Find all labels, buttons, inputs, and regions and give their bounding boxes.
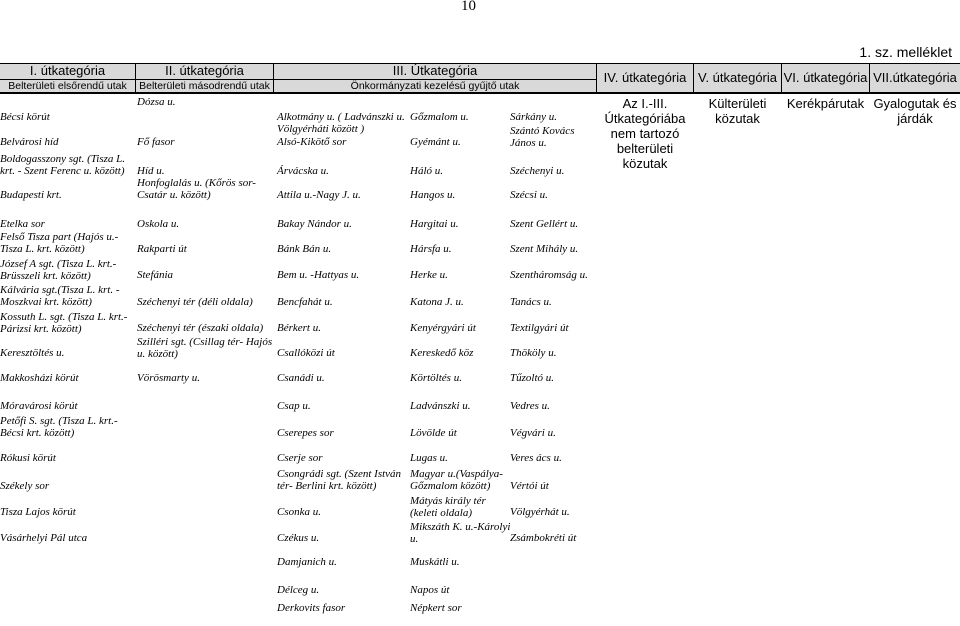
street-name: Fő fasor [137,136,175,148]
street-name-cell [410,372,462,384]
street-name-cell [410,427,457,439]
street-name: Sárkány u. [510,111,558,123]
header-divider [781,64,782,92]
header-cat6: VI. útkategória [782,64,869,92]
street-name-cell [277,584,319,596]
street-name-cell [0,372,79,384]
street-name-cell [137,243,187,255]
street-name-cell [277,400,311,412]
street-name-cell [277,269,359,281]
street-name: Vértói út [510,480,549,492]
description-line: belterületi [616,141,674,156]
street-name-cell [277,452,323,464]
street-name: Bécsi krt. között) [0,427,75,439]
street-name: Bánk Bán u. [277,243,332,255]
description-line: Az I.-III. [622,96,668,111]
header-divider [869,64,870,92]
street-name-cell [410,602,462,614]
street-name-cell [137,269,173,281]
street-name-cell [410,347,473,359]
street-name-cell [0,136,59,148]
street-name-cell [277,506,321,518]
description-line: Gyalogutak és [873,96,957,111]
street-name-cell [0,347,64,359]
street-name-cell [0,506,76,518]
street-name-cell [137,177,256,201]
street-name: Kálvária sgt.(Tisza L. krt. - [0,284,120,296]
street-name: Szentháromság u. [510,269,588,281]
street-name-cell [510,296,552,308]
street-name-cell [410,189,455,201]
street-name-cell [0,415,118,439]
street-name: Párizsi krt. között) [0,323,82,335]
street-name: Dózsa u. [137,96,176,108]
street-name-cell [277,427,334,439]
street-name-cell [510,427,556,439]
street-name: Szent Gellért u. [510,218,579,230]
street-name: Csallóközi út [277,347,335,359]
street-name: Bérkert u. [277,322,321,334]
street-name-cell [137,218,179,230]
street-name: Tisza Lajos körút [0,506,76,518]
street-name-cell [277,532,319,544]
street-name-cell [510,189,548,201]
street-name: Széchenyi u. [510,165,565,177]
street-name: Kenyérgyári út [410,322,476,334]
street-name-cell [0,532,87,544]
street-name-cell [137,96,176,108]
header-divider [135,64,136,92]
street-name-cell [0,153,125,177]
street-name: Cserepes sor [277,427,334,439]
street-name: krt. - Szent Ferenc u. között) [0,165,125,177]
street-name: Herke u. [410,269,448,281]
street-name-cell [0,480,49,492]
street-name: Hársfa u. [410,243,452,255]
street-name-cell [510,111,557,123]
street-name-cell [410,495,486,519]
street-name-cell [277,165,329,177]
street-name-cell [410,556,460,568]
description-line: Külterületi [708,96,767,111]
street-name-cell [137,372,200,384]
header-sub2: Belterületi másodrendű utak [136,80,273,93]
street-name: Czékus u. [277,532,320,544]
annex-label: 1. sz. melléklet [859,44,952,60]
cat5-description [694,96,781,126]
street-name: Székely sor [0,480,50,492]
street-name-cell [410,111,469,123]
street-name-cell [277,296,333,308]
street-name: Vásárhelyi Pál utca [0,532,88,544]
street-name: Boldogasszony sgt. (Tisza L. [0,153,125,165]
street-name: Rókusi körút [0,452,56,464]
street-name-cell [410,296,464,308]
street-name-cell [0,111,50,123]
street-name-cell [510,165,564,177]
header-divider [596,64,597,92]
street-name-cell [277,136,346,148]
street-name: Budapesti krt. [0,189,62,201]
street-name-cell [137,322,263,334]
street-name: Völgyérhát u. [510,506,570,518]
street-name: Csatár u. között) [137,189,211,201]
header-mid-rule [0,79,596,80]
street-name-cell [410,165,443,177]
street-name: Móravárosi körút [0,400,78,412]
street-name: Alsó-Kikötő sor [277,136,347,148]
street-name: Szécsi u. [510,189,548,201]
street-name: Makkosházi körút [0,372,79,384]
cat6-description [782,96,869,111]
street-name: Végvári u. [510,427,556,439]
street-name-cell [510,243,578,255]
street-name: Oskola u. [137,218,180,230]
street-name: Etelka sor [0,218,45,230]
cat4-description [597,96,693,171]
header-cat3: III. Útkategória [274,64,596,79]
street-name-cell [510,269,588,281]
street-name-cell [137,296,253,308]
street-name: Háló u. [410,165,443,177]
street-name: Zsámbokréti út [510,532,577,544]
street-name: u. között) [137,348,178,360]
street-name-cell [410,452,448,464]
street-name: Lugas u. [410,452,448,464]
street-name: Veres ács u. [510,452,562,464]
street-name: Keresztöltés u. [0,347,65,359]
street-name: Gőzmalom között) [410,480,491,492]
street-name-cell [510,532,576,544]
street-name: Mikszáth K. u.-Károlyi [410,521,511,533]
street-name: Felső Tisza part (Hajós u.- [0,231,119,243]
street-name-cell [510,480,549,492]
street-name: Bakay Nándor u. [277,218,352,230]
street-name: Napos út [410,584,450,596]
street-name-cell [277,347,335,359]
street-name-cell [277,322,321,334]
street-name-cell [510,372,554,384]
street-name-cell [0,189,62,201]
street-name: u. [410,533,419,545]
street-name: Széchenyi tér (déli oldala) [137,296,253,308]
street-name: Magyar u.(Vaspálya- [410,468,503,480]
street-name: Csanádi u. [277,372,325,384]
description-line: járdák [897,111,933,126]
street-name: Hargitai u. [410,218,459,230]
street-name: Bencfahát u. [277,296,333,308]
street-name: Szántó Kovács [510,125,575,137]
description-line: nem tartozó [610,126,680,141]
street-name: Petőfi S. sgt. (Tisza L. krt.- [0,415,118,427]
header-cat1: I. útkategória [0,64,135,79]
street-name-cell [0,218,45,230]
street-name: Híd u. [137,165,165,177]
street-name: Stefánia [137,269,174,281]
page-number: 10 [461,0,476,14]
street-name-cell [510,347,556,359]
street-name-cell [277,218,352,230]
street-name: Vedres u. [510,400,550,412]
street-name-cell [137,336,272,360]
street-name: Rakparti út [137,243,187,255]
street-name-cell [0,284,120,308]
street-name: Szilléri sgt. (Csillag tér- Hajós [137,336,273,348]
street-name: Katona J. u. [410,296,464,308]
header-top-rule [0,63,960,64]
street-name: tér- Berlini krt. között) [277,480,377,492]
street-name-cell [0,258,116,282]
street-name: Honfoglalás u. (Kőrös sor- [137,177,256,189]
street-name: Attila u.-Nagy J. u. [277,189,361,201]
street-name-cell [410,136,461,148]
street-name-cell [0,231,118,255]
street-name-cell [277,111,405,135]
street-name: Cserje sor [277,452,323,464]
street-name: József A sgt. (Tisza L. krt.- [0,258,117,270]
header-cat5: V. útkategória [694,64,781,92]
street-name-cell [410,521,510,545]
description-line: Kerékpárutak [786,96,865,111]
street-name: Tisza L. krt. között) [0,243,85,255]
street-name-cell [277,602,345,614]
street-name: Népkert sor [410,602,462,614]
street-name: Damjanich u. [277,556,337,568]
street-name-cell [0,452,56,464]
street-name: Tűzoltó u. [510,372,555,384]
street-name-cell [0,400,78,412]
description-line: Útkategóriába [604,111,686,126]
street-name: Völgyérháti között ) [277,123,365,135]
street-name: Belvárosi híd [0,136,59,148]
street-name: Csonka u. [277,506,321,518]
street-name-cell [410,400,471,412]
header-cat7: VII.útkategória [870,64,960,92]
header-sub3: Önkormányzati kezelésű gyűjtő utak [274,80,596,93]
street-name: Derkovits fasor [277,602,346,614]
street-name-cell [137,136,175,148]
street-name-cell [277,468,401,492]
street-name: Bécsi körút [0,111,50,123]
street-name-cell [0,311,127,335]
street-name-cell [277,243,331,255]
street-name: Vörösmarty u. [137,372,200,384]
street-name: Thököly u. [510,347,557,359]
street-name: Brüsszeli krt. között) [0,270,91,282]
street-name-cell [510,452,562,464]
street-name: Gyémánt u. [410,136,461,148]
street-name: Lövölde út [410,427,457,439]
street-name-cell [410,218,459,230]
street-name: Bem u. -Hattyas u. [277,269,360,281]
street-name-cell [410,269,448,281]
street-name-cell [277,372,325,384]
street-name-cell [510,125,574,149]
street-name-cell [510,218,578,230]
description-line: közutak [715,111,760,126]
header-divider [693,64,694,92]
street-name-cell [510,322,569,334]
street-name-cell [277,556,337,568]
street-name: Délceg u. [277,584,320,596]
header-sub1: Belterületi elsőrendű utak [0,80,135,93]
street-name: Alkotmány u. ( Ladvánszki u. [277,111,405,123]
street-name: Tanács u. [510,296,552,308]
street-name-cell [410,322,476,334]
street-name-cell [277,189,361,201]
street-name: Csongrádi sgt. (Szent István [277,468,402,480]
street-name: Szent Mihály u. [510,243,579,255]
street-name-cell [410,468,503,492]
header-divider [273,64,274,92]
street-name: Hangos u. [410,189,456,201]
street-name-cell [510,506,570,518]
street-name: Ladvánszki u. [410,400,471,412]
street-name: Árvácska u. [277,165,329,177]
header-cat2: II. útkategória [136,64,273,79]
street-name-cell [510,400,550,412]
street-name: Csap u. [277,400,311,412]
street-name: Kereskedő köz [410,347,474,359]
header-bottom-rule [0,92,960,94]
street-name: Muskátli u. [410,556,460,568]
street-name: Mátyás király tér [410,495,486,507]
street-name: Körtöltés u. [410,372,462,384]
description-line: közutak [622,156,668,171]
street-name: Textilgyári út [510,322,569,334]
street-name-cell [410,243,452,255]
street-name: Széchenyi tér (északi oldala) [137,322,264,334]
street-name: Moszkvai krt. között) [0,296,92,308]
street-name: Gőzmalom u. [410,111,469,123]
street-name: (keleti oldala) [410,507,473,519]
street-name: János u. [510,137,547,149]
header-cat4: IV. útkategória [597,64,693,92]
street-name-cell [137,165,165,177]
cat7-description [870,96,960,126]
street-name: Kossuth L. sgt. (Tisza L. krt.- [0,311,128,323]
street-name-cell [410,584,449,596]
